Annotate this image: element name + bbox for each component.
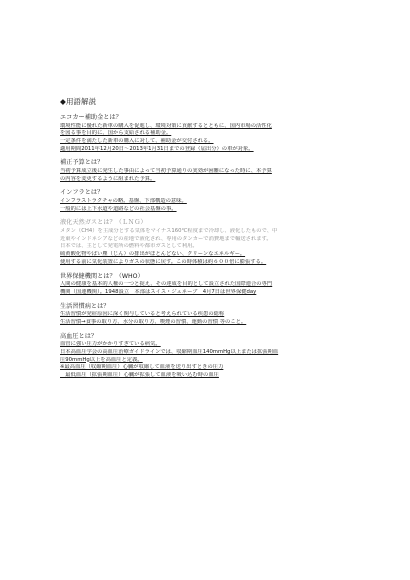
term-line: の内容を変更するように組まれた予算。: [60, 175, 156, 182]
term-title: 世界保健機関とは？（WHO）: [60, 272, 144, 280]
term-line: 生活習慣が発症原因に深く関与していると考えられている疾患の総称: [60, 311, 225, 318]
term-line: 環境性能に優れた新車の購入を促進し、環境対策に貢献するとともに、国内市場の活性化: [60, 122, 272, 129]
section-heading: ◆用語解説: [60, 97, 97, 106]
term-line: 近東やインドネシアなどの産地で液化され、専用のタンカーで消費地まで輸送されます。: [60, 235, 272, 242]
term-line: 人間の健康を基本的人権の一つと捉え、その達成を目的として設立された国際連合の専門: [60, 281, 273, 288]
term-title: 生活習慣病とは？: [60, 302, 110, 310]
term-line: ※最高血圧（収縮期血圧）心臓が収縮して血液を送り出すときの圧力: [60, 364, 224, 371]
term-who: [60, 273, 376, 297]
term-lifestyle-disease: [60, 303, 376, 327]
term-title: 補正予算とは？: [60, 159, 104, 167]
term-line: 機関（国連機関）。1948設立 本部はスイス・ジュネーブ 4月7日は世界保健day: [60, 288, 257, 295]
term-lng: [60, 219, 376, 266]
term-line: 血管に強い圧力がかかりすぎている病気。: [60, 341, 161, 348]
term-infrastructure: [60, 189, 376, 213]
term-line: インフラストラクチャの略。基盤、下部構造の意味。: [60, 198, 187, 204]
term-line: を図る事を目的に、国から支給される補助金。: [60, 130, 172, 137]
term-supplementary-budget: [60, 159, 376, 183]
glossary-section: [60, 97, 376, 386]
term-title: 高血圧とは？: [60, 332, 98, 340]
term-eco-car-subsidy: [60, 114, 376, 153]
term-line: 当初予算成立後に発生した事由によって当初予算通りの実効が困難になった時に、本予算: [60, 168, 272, 174]
term-line: 使用する前に気化装置によりガスの状態に戻す。この時体積は約６００倍に膨張する。: [60, 258, 267, 265]
term-line: 最低血圧（拡張期血圧）心臓が拡張して血液を吸い込む時の血圧: [60, 371, 219, 378]
term-title: エコカー補助金とは？: [60, 114, 122, 121]
term-line: 硫黄酸化物やばい塵（じん）の排出がほとんどない、クリーンなエネルギー。: [60, 251, 246, 258]
term-title: インフラとは？: [60, 189, 104, 197]
term-line: 日本高血圧学会の高血圧治療ガイドラインでは、収縮期血圧140mmHg以上または拡張期血: [60, 348, 279, 355]
term-hypertension: [60, 333, 376, 380]
term-line: 生活習慣→食事の取り方、水分の取り方、喫煙の習慣、運動の習慣 等のこと。: [60, 318, 247, 325]
term-title: 液化天然ガスとは？（ＬＮＧ）: [60, 219, 147, 227]
term-line: 一定条件を満たした新車の購入に対して、補助金が交付される。: [60, 138, 214, 144]
term-line: メタン（CH4）を主成分とする気体をマイナス160℃程度まで冷却し、液化したもので、中: [60, 228, 278, 234]
term-line: 一般的には上下水道や道路などの社会基盤の事。: [60, 205, 177, 212]
term-line: 日本では、主として発電所の燃料や都市ガスとして利用。: [60, 243, 198, 250]
term-line: 適用期間2011年12月20日～2013年1月31日までの登録（届出分）の車が対象。: [60, 145, 254, 152]
term-line: 圧90mmHg以上を高血圧と定義。: [60, 356, 143, 363]
